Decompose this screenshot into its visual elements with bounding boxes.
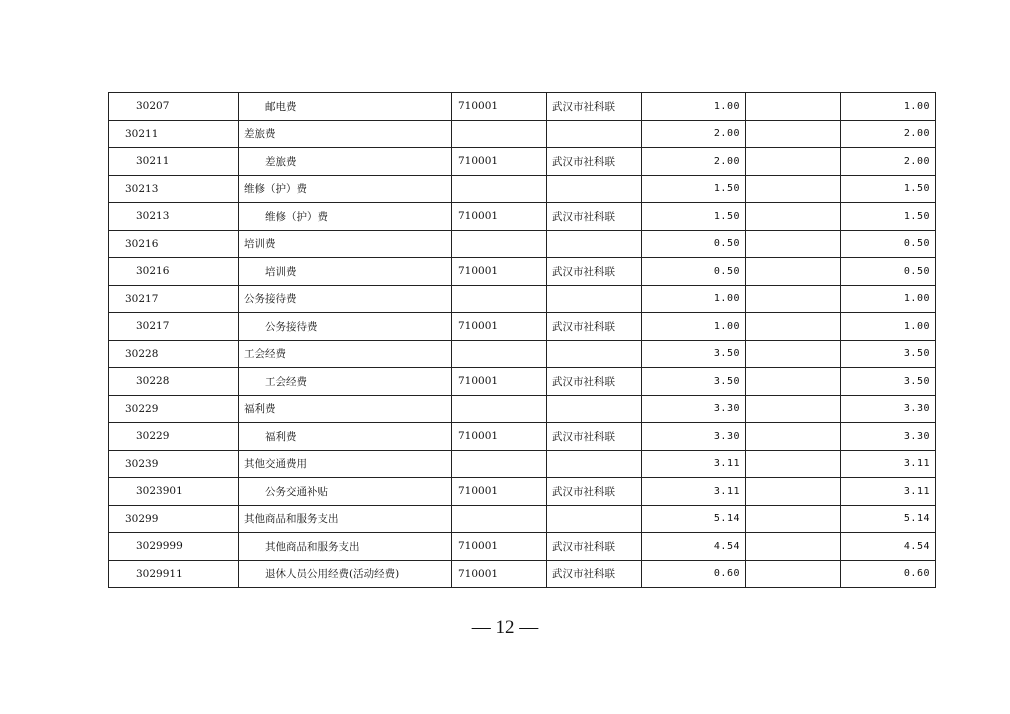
project-expenditure-cell bbox=[746, 533, 841, 561]
account-name-cell: 退休人员公用经费(活动经费) bbox=[239, 560, 452, 588]
basic-expenditure-cell: 2.00 bbox=[642, 148, 746, 176]
project-expenditure-cell bbox=[746, 340, 841, 368]
total-cell: 0.50 bbox=[841, 230, 936, 258]
table-row-category bbox=[109, 505, 936, 533]
unit-code-cell bbox=[452, 395, 547, 423]
total-cell: 3.30 bbox=[841, 395, 936, 423]
total-cell: 3.11 bbox=[841, 478, 936, 506]
unit-name-cell: 武汉市社科联 bbox=[547, 93, 642, 121]
account-code-cell: 30216 bbox=[109, 258, 239, 286]
total-cell: 1.50 bbox=[841, 203, 936, 231]
table-row-detail bbox=[109, 148, 936, 176]
project-expenditure-cell bbox=[746, 560, 841, 588]
total-cell: 1.00 bbox=[841, 93, 936, 121]
project-expenditure-cell bbox=[746, 148, 841, 176]
table-row-category bbox=[109, 120, 936, 148]
total-cell: 3.50 bbox=[841, 340, 936, 368]
project-expenditure-cell bbox=[746, 230, 841, 258]
total-cell: 3.11 bbox=[841, 450, 936, 478]
total-cell: 1.00 bbox=[841, 285, 936, 313]
unit-name-cell: 武汉市社科联 bbox=[547, 560, 642, 588]
project-expenditure-cell bbox=[746, 93, 841, 121]
basic-expenditure-cell: 3.50 bbox=[642, 368, 746, 396]
basic-expenditure-cell: 3.11 bbox=[642, 450, 746, 478]
account-name-cell: 工会经费 bbox=[239, 368, 452, 396]
unit-name-cell bbox=[547, 450, 642, 478]
project-expenditure-cell bbox=[746, 285, 841, 313]
unit-code-cell: 710001 bbox=[452, 560, 547, 588]
account-code-cell: 30211 bbox=[109, 120, 239, 148]
unit-code-cell bbox=[452, 230, 547, 258]
basic-expenditure-cell: 3.30 bbox=[642, 395, 746, 423]
account-code-cell: 3029999 bbox=[109, 533, 239, 561]
account-code-cell: 30213 bbox=[109, 203, 239, 231]
account-code-cell: 30239 bbox=[109, 450, 239, 478]
basic-expenditure-cell: 0.50 bbox=[642, 258, 746, 286]
unit-code-cell bbox=[452, 505, 547, 533]
account-code-cell: 30228 bbox=[109, 340, 239, 368]
unit-code-cell: 710001 bbox=[452, 313, 547, 341]
account-name-cell: 福利费 bbox=[239, 423, 452, 451]
unit-code-cell: 710001 bbox=[452, 258, 547, 286]
unit-code-cell bbox=[452, 285, 547, 313]
unit-code-cell bbox=[452, 450, 547, 478]
account-code-cell: 30299 bbox=[109, 505, 239, 533]
account-code-cell: 30211 bbox=[109, 148, 239, 176]
account-code-cell: 30213 bbox=[109, 175, 239, 203]
unit-name-cell: 武汉市社科联 bbox=[547, 203, 642, 231]
total-cell: 2.00 bbox=[841, 120, 936, 148]
basic-expenditure-cell: 1.00 bbox=[642, 93, 746, 121]
table-row-detail bbox=[109, 93, 936, 121]
total-cell: 0.50 bbox=[841, 258, 936, 286]
project-expenditure-cell bbox=[746, 423, 841, 451]
unit-name-cell: 武汉市社科联 bbox=[547, 368, 642, 396]
account-name-cell: 差旅费 bbox=[239, 120, 452, 148]
total-cell: 4.54 bbox=[841, 533, 936, 561]
account-code-cell: 30216 bbox=[109, 230, 239, 258]
unit-name-cell: 武汉市社科联 bbox=[547, 533, 642, 561]
unit-name-cell bbox=[547, 285, 642, 313]
account-code-cell: 30228 bbox=[109, 368, 239, 396]
table-row-detail bbox=[109, 203, 936, 231]
unit-code-cell: 710001 bbox=[452, 93, 547, 121]
account-name-cell: 培训费 bbox=[239, 258, 452, 286]
unit-name-cell: 武汉市社科联 bbox=[547, 148, 642, 176]
account-code-cell: 30217 bbox=[109, 285, 239, 313]
table-row-detail bbox=[109, 258, 936, 286]
project-expenditure-cell bbox=[746, 368, 841, 396]
account-name-cell: 公务接待费 bbox=[239, 285, 452, 313]
project-expenditure-cell bbox=[746, 505, 841, 533]
unit-code-cell bbox=[452, 120, 547, 148]
project-expenditure-cell bbox=[746, 175, 841, 203]
basic-expenditure-cell: 3.50 bbox=[642, 340, 746, 368]
basic-expenditure-cell: 0.50 bbox=[642, 230, 746, 258]
account-name-cell: 培训费 bbox=[239, 230, 452, 258]
total-cell: 1.00 bbox=[841, 313, 936, 341]
account-name-cell: 公务交通补贴 bbox=[239, 478, 452, 506]
basic-expenditure-cell: 1.50 bbox=[642, 175, 746, 203]
account-name-cell: 福利费 bbox=[239, 395, 452, 423]
table-row-category bbox=[109, 285, 936, 313]
project-expenditure-cell bbox=[746, 478, 841, 506]
unit-code-cell bbox=[452, 175, 547, 203]
unit-code-cell: 710001 bbox=[452, 533, 547, 561]
unit-code-cell bbox=[452, 340, 547, 368]
unit-code-cell: 710001 bbox=[452, 478, 547, 506]
table-row-detail bbox=[109, 478, 936, 506]
unit-code-cell: 710001 bbox=[452, 423, 547, 451]
table-row-category bbox=[109, 340, 936, 368]
project-expenditure-cell bbox=[746, 450, 841, 478]
unit-name-cell: 武汉市社科联 bbox=[547, 423, 642, 451]
account-name-cell: 工会经费 bbox=[239, 340, 452, 368]
account-code-cell: 30229 bbox=[109, 423, 239, 451]
total-cell: 5.14 bbox=[841, 505, 936, 533]
table-row-detail bbox=[109, 560, 936, 588]
unit-name-cell: 武汉市社科联 bbox=[547, 258, 642, 286]
table-row-category bbox=[109, 175, 936, 203]
unit-name-cell: 武汉市社科联 bbox=[547, 313, 642, 341]
account-name-cell: 维修（护）费 bbox=[239, 175, 452, 203]
basic-expenditure-cell: 1.00 bbox=[642, 285, 746, 313]
table-row-detail bbox=[109, 313, 936, 341]
unit-code-cell: 710001 bbox=[452, 148, 547, 176]
total-cell: 3.50 bbox=[841, 368, 936, 396]
table-body bbox=[109, 93, 936, 588]
basic-expenditure-cell: 1.50 bbox=[642, 203, 746, 231]
unit-name-cell bbox=[547, 395, 642, 423]
total-cell: 1.50 bbox=[841, 175, 936, 203]
unit-name-cell: 武汉市社科联 bbox=[547, 478, 642, 506]
total-cell: 0.60 bbox=[841, 560, 936, 588]
project-expenditure-cell bbox=[746, 203, 841, 231]
basic-expenditure-cell: 2.00 bbox=[642, 120, 746, 148]
basic-expenditure-cell: 3.30 bbox=[642, 423, 746, 451]
account-name-cell: 邮电费 bbox=[239, 93, 452, 121]
project-expenditure-cell bbox=[746, 395, 841, 423]
account-name-cell: 其他商品和服务支出 bbox=[239, 505, 452, 533]
table-row-category bbox=[109, 395, 936, 423]
budget-table bbox=[108, 92, 936, 588]
unit-name-cell bbox=[547, 175, 642, 203]
table-row-category bbox=[109, 450, 936, 478]
basic-expenditure-cell: 5.14 bbox=[642, 505, 746, 533]
account-code-cell: 30217 bbox=[109, 313, 239, 341]
basic-expenditure-cell: 1.00 bbox=[642, 313, 746, 341]
basic-expenditure-cell: 4.54 bbox=[642, 533, 746, 561]
account-name-cell: 差旅费 bbox=[239, 148, 452, 176]
basic-expenditure-cell: 3.11 bbox=[642, 478, 746, 506]
account-code-cell: 3023901 bbox=[109, 478, 239, 506]
account-name-cell: 维修（护）费 bbox=[239, 203, 452, 231]
unit-code-cell: 710001 bbox=[452, 203, 547, 231]
account-name-cell: 其他商品和服务支出 bbox=[239, 533, 452, 561]
account-code-cell: 3029911 bbox=[109, 560, 239, 588]
project-expenditure-cell bbox=[746, 313, 841, 341]
project-expenditure-cell bbox=[746, 258, 841, 286]
unit-name-cell bbox=[547, 120, 642, 148]
total-cell: 2.00 bbox=[841, 148, 936, 176]
unit-name-cell bbox=[547, 505, 642, 533]
total-cell: 3.30 bbox=[841, 423, 936, 451]
table-row-detail bbox=[109, 368, 936, 396]
unit-name-cell bbox=[547, 340, 642, 368]
account-code-cell: 30229 bbox=[109, 395, 239, 423]
account-name-cell: 其他交通费用 bbox=[239, 450, 452, 478]
unit-code-cell: 710001 bbox=[452, 368, 547, 396]
table-row-detail bbox=[109, 533, 936, 561]
page-number: — 12 — bbox=[471, 617, 539, 638]
unit-name-cell bbox=[547, 230, 642, 258]
table-row-detail bbox=[109, 423, 936, 451]
table-row-category bbox=[109, 230, 936, 258]
project-expenditure-cell bbox=[746, 120, 841, 148]
account-name-cell: 公务接待费 bbox=[239, 313, 452, 341]
account-code-cell: 30207 bbox=[109, 93, 239, 121]
basic-expenditure-cell: 0.60 bbox=[642, 560, 746, 588]
